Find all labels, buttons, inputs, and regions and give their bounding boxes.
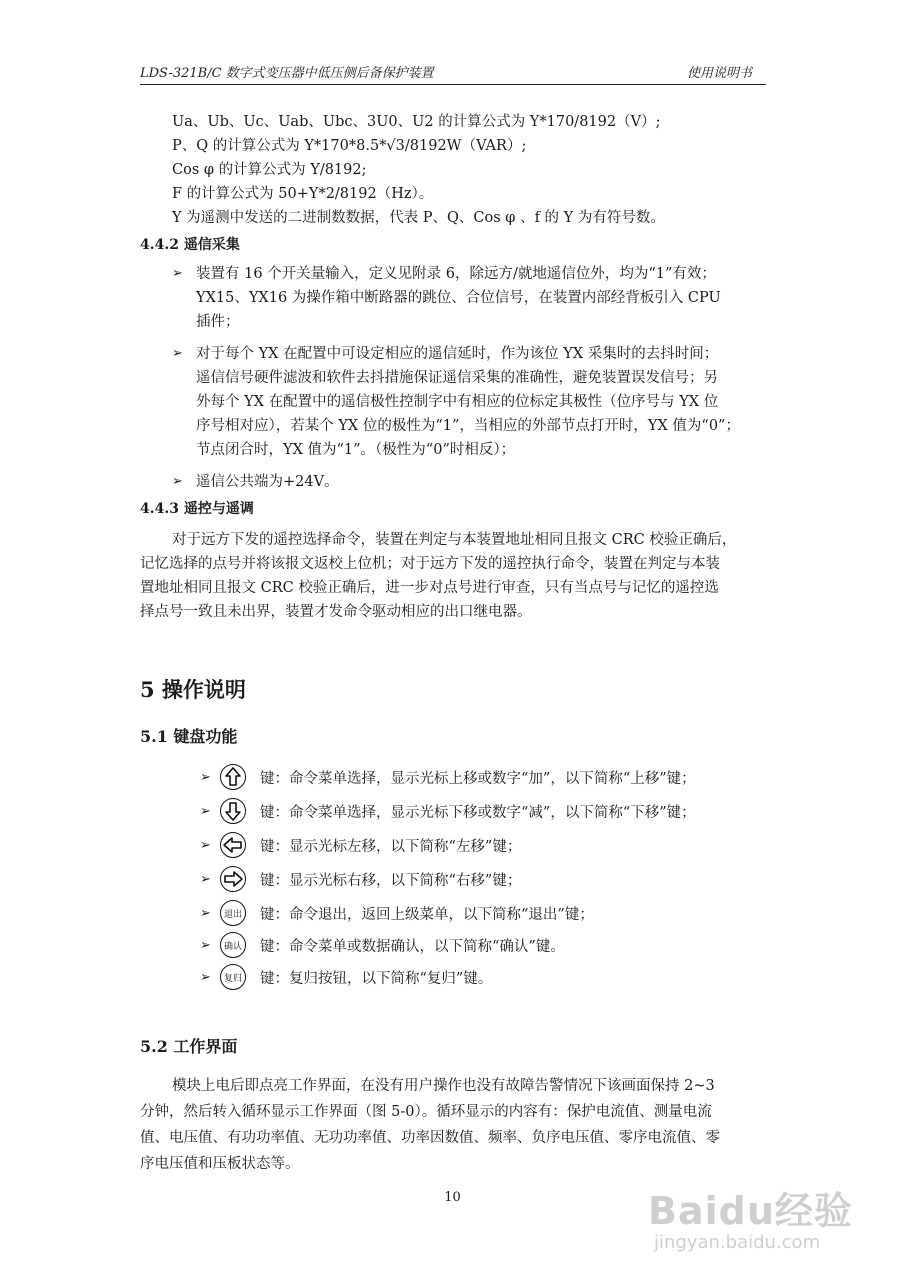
reset-key-icon: 复归 xyxy=(220,964,246,990)
paragraph-line: 模块上电后即点亮工作界面，在没有用户操作也没有故障告警情况下该画面保持 2~3 xyxy=(172,1078,715,1094)
bullet-text: YX15、YX16 为操作箱中断路器的跳位、合位信号，在装置内部经背板引入 CPU xyxy=(196,290,721,306)
formula-line: Ua、Ub、Uc、Uab、Ubc、3U0、U2 的计算公式为 Y*170/8192（V）; xyxy=(172,114,661,130)
paragraph-line: 记忆选择的点号并将该报文返校上位机；对于远方下发的遥控执行命令，装置在判定与本装 xyxy=(140,556,720,572)
bullet-text: 对于每个 YX 在配置中可设定相应的遥信延时，作为该位 YX 采集时的去抖时间； xyxy=(196,346,719,362)
bullet-text: 装置有 16 个开关量输入，定义见附录 6，除远方/就地遥信位外，均为“1”有效； xyxy=(196,266,716,282)
key-row-up xyxy=(200,762,696,792)
watermark xyxy=(648,1180,868,1260)
bullet-arrow-icon: ➢ xyxy=(172,266,183,281)
paragraph-line: 分钟，然后转入循环显示工作界面（图 5-0）。循环显示的内容有：保护电流值、测量电流 xyxy=(140,1104,712,1120)
bullet-arrow-icon: ➢ xyxy=(200,905,211,921)
up-arrow-icon xyxy=(220,764,246,790)
key-desc: 键：命令菜单或数据确认，以下简称“确认”键。 xyxy=(260,938,565,955)
section-heading-4-4-2: 4.4.2 遥信采集 xyxy=(140,237,240,253)
left-arrow-icon xyxy=(220,832,246,858)
bullet-arrow-icon: ➢ xyxy=(172,474,183,489)
exit-key-icon: 退出 xyxy=(220,900,246,926)
key-row-down xyxy=(200,796,696,826)
bullet-arrow-icon: ➢ xyxy=(200,837,211,853)
bullet-arrow-icon: ➢ xyxy=(200,803,211,819)
section-heading-5-1: 5.1 键盘功能 xyxy=(140,727,238,746)
bullet-text: 外每个 YX 在配置中的遥信极性控制字中有相应的位标定其极性（位序号与 YX 位 xyxy=(196,394,719,410)
bullet-arrow-icon: ➢ xyxy=(200,937,211,953)
watermark-url: jingyan.baidu.com xyxy=(654,1232,821,1253)
paragraph-line: 对于远方下发的遥控选择命令，装置在判定与本装置地址相同且报文 CRC 校验正确后， xyxy=(172,532,737,548)
key-desc: 键：复归按钮，以下简称“复归”键。 xyxy=(260,970,493,987)
watermark-brand: Baidu经验 xyxy=(648,1189,853,1233)
formula-line: F 的计算公式为 50+Y*2/8192（Hz）。 xyxy=(172,186,434,202)
header-title: LDS-321B/C 数字式变压器中低压侧后备保护装置 xyxy=(140,66,434,81)
key-desc: 键：命令菜单选择，显示光标上移或数字“加”，以下简称“上移”键； xyxy=(260,770,696,787)
bullet-arrow-icon: ➢ xyxy=(172,346,183,361)
key-row-right xyxy=(200,864,521,894)
key-desc: 键：显示光标左移，以下简称“左移”键； xyxy=(260,838,522,855)
right-arrow-icon xyxy=(220,866,246,892)
bullet-arrow-icon: ➢ xyxy=(200,769,211,785)
paragraph-line: 择点号一致且未出界，装置才发命令驱动相应的出口继电器。 xyxy=(140,604,532,620)
key-row-exit xyxy=(200,898,594,928)
paragraph-line: 置地址相同且报文 CRC 校验正确后，进一步对点号进行审查，只有当点号与记忆的遥控选 xyxy=(140,580,719,596)
bullet-arrow-icon: ➢ xyxy=(200,871,211,887)
section-heading-5-2: 5.2 工作界面 xyxy=(140,1037,238,1056)
bullet-text: 遥信公共端为+24V。 xyxy=(196,474,339,490)
paragraph-line: 值、电压值、有功功率值、无功功率值、功率因数值、频率、负序电压值、零序电流值、零 xyxy=(140,1130,720,1146)
chapter-heading: 5 操作说明 xyxy=(140,677,246,702)
formula-line: P、Q 的计算公式为 Y*170*8.5*√3/8192W（VAR）; xyxy=(172,138,527,154)
bullet-text: 节点闭合时，YX 值为“1”。（极性为“0”时相反）； xyxy=(196,442,516,458)
key-row-confirm xyxy=(200,930,565,960)
bullet-text: 插件； xyxy=(196,314,240,330)
section-heading-4-4-3: 4.4.3 遥控与遥调 xyxy=(140,501,254,517)
key-desc: 键：命令菜单选择，显示光标下移或数字“减”，以下简称“下移”键； xyxy=(260,804,696,821)
key-row-reset xyxy=(200,962,492,992)
key-row-left xyxy=(200,830,521,860)
page-number: 10 xyxy=(444,1190,461,1205)
page-header xyxy=(140,62,766,85)
bullet-text: 遥信信号硬件滤波和软件去抖措施保证遥信采集的准确性，避免装置误发信号；另 xyxy=(196,370,718,386)
down-arrow-icon xyxy=(220,798,246,824)
bullet-arrow-icon: ➢ xyxy=(200,969,211,985)
key-desc: 键：命令退出，返回上级菜单，以下简称“退出”键； xyxy=(260,906,594,923)
paragraph-line: 序电压值和压板状态等。 xyxy=(140,1156,300,1172)
formula-line: Y 为遥测中发送的二进制数数据，代表 P、Q、Cos φ 、f 的 Y 为有符号数。 xyxy=(172,210,665,226)
key-desc: 键：显示光标右移，以下简称“右移”键； xyxy=(260,872,522,889)
formula-line: Cos φ 的计算公式为 Y/8192; xyxy=(172,162,367,178)
confirm-key-icon: 确认 xyxy=(220,932,246,958)
bullet-text: 序号相对应），若某个 YX 位的极性为“1”，当相应的外部节点打开时，YX 值为“0”； xyxy=(196,418,740,434)
header-right: 使用说明书 xyxy=(686,66,752,81)
